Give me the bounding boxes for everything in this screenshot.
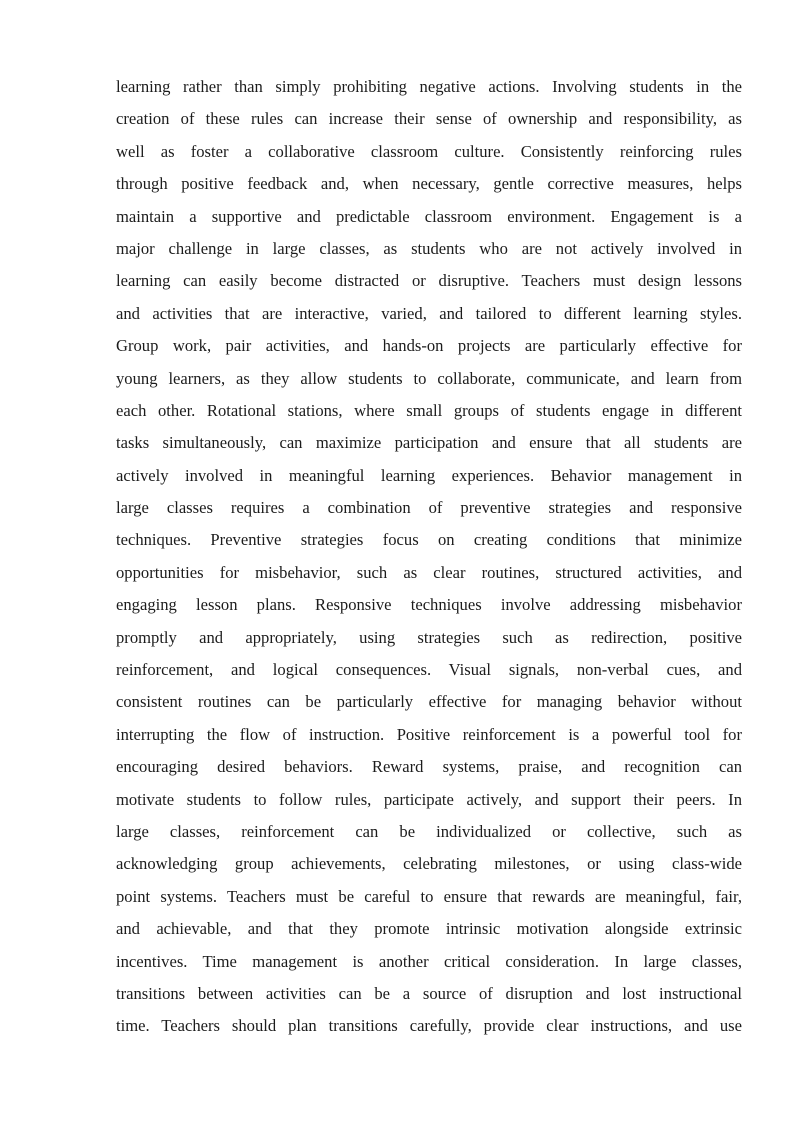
text-line: techniques. Preventive strategies focus on creating conditions that minimize: [116, 530, 742, 550]
text-line: encouraging desired behaviors. Reward systems, praise, and recognition can: [116, 757, 742, 777]
text-line: tasks simultaneously, can maximize participation and ensure that all students are: [116, 433, 742, 453]
text-line: incentives. Time management is another critical consideration. In large classes,: [116, 951, 742, 971]
text-line: point systems. Teachers must be careful to ensure that rewards are meaningful, fair,: [116, 886, 742, 906]
text-line: consistent routines can be particularly effective for managing behavior without: [116, 692, 742, 712]
text-line: learning can easily become distracted or disruptive. Teachers must design lessons: [116, 271, 742, 291]
text-line: young learners, as they allow students to collaborate, communicate, and learn from: [116, 368, 742, 388]
text-line: learning rather than simply prohibiting negative actions. Involving students in the: [116, 77, 742, 96]
text-line: interrupting the flow of instruction. Positive reinforcement is a powerful tool for: [116, 724, 742, 744]
text-line: reinforcement, and logical consequences. Visual signals, non-verbal cues, and: [116, 660, 742, 680]
text-line: motivate students to follow rules, participate actively, and support their peers. In: [116, 789, 742, 809]
text-line: actively involved in meaningful learning experiences. Behavior management in: [116, 465, 742, 485]
text-line: large classes, reinforcement can be individualized or collective, such as: [116, 821, 742, 841]
text-line: through positive feedback and, when necessary, gentle corrective measures, helps: [116, 174, 742, 194]
text-line: time. Teachers should plan transitions carefully, provide clear instructions, and use: [116, 1016, 742, 1036]
text-line: large classes requires a combination of preventive strategies and responsive: [116, 498, 742, 518]
body-paragraph: [116, 71, 742, 1043]
text-line: opportunities for misbehavior, such as clear routines, structured activities, and: [116, 562, 742, 582]
text-line: creation of these rules can increase their sense of ownership and responsibility, as: [116, 109, 742, 129]
text-line: well as foster a collaborative classroom culture. Consistently reinforcing rules: [116, 141, 742, 161]
text-line: engaging lesson plans. Responsive techniques involve addressing misbehavior: [116, 595, 742, 615]
text-line: maintain a supportive and predictable classroom environment. Engagement is a: [116, 206, 742, 226]
text-line: promptly and appropriately, using strategies such as redirection, positive: [116, 627, 742, 647]
text-line: and achievable, and that they promote intrinsic motivation alongside extrinsic: [116, 919, 742, 939]
text-line: and activities that are interactive, varied, and tailored to different learning styles.: [116, 303, 742, 323]
text-line: major challenge in large classes, as students who are not actively involved in: [116, 238, 742, 258]
text-line: transitions between activities can be a source of disruption and lost instructional: [116, 983, 742, 1003]
text-line: acknowledging group achievements, celebrating milestones, or using class-wide: [116, 854, 742, 874]
text-line: Group work, pair activities, and hands-on projects are particularly effective for: [116, 336, 742, 356]
text-line: each other. Rotational stations, where small groups of students engage in different: [116, 400, 742, 420]
